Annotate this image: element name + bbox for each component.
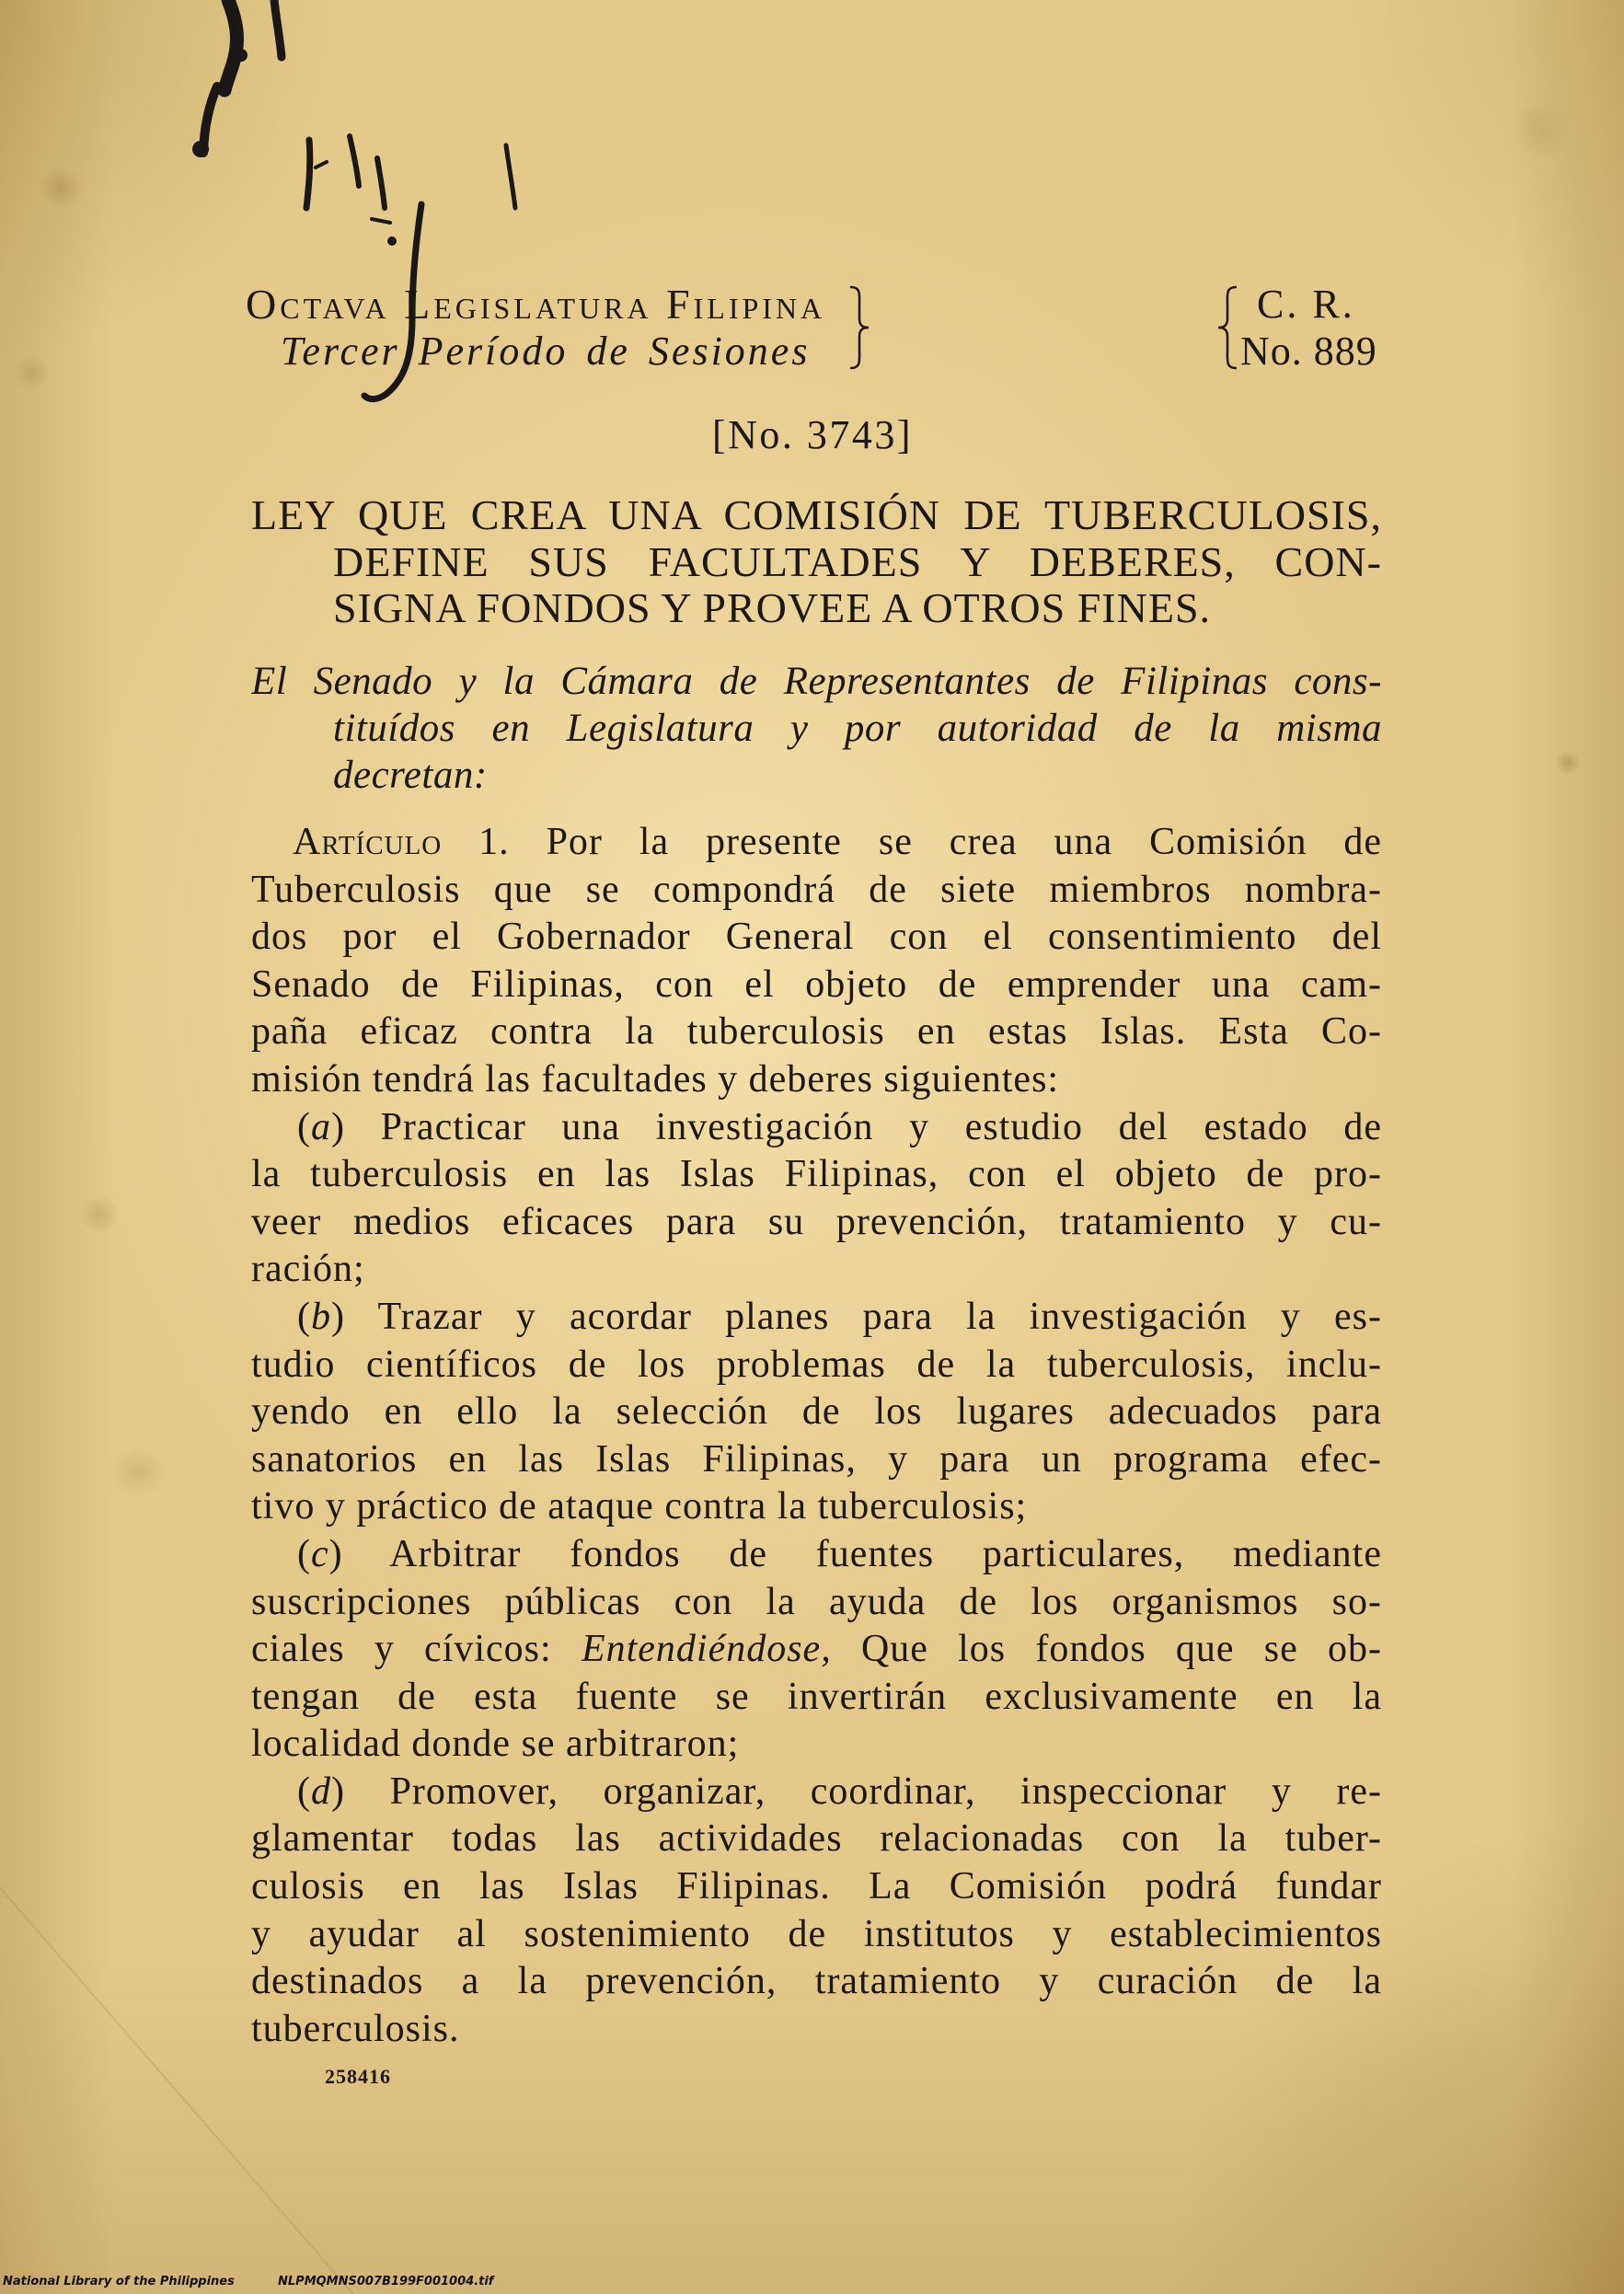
item-marker-open: ( xyxy=(297,1295,311,1338)
item-d-line: y ayudar al sostenimiento de institutos y establecimientos xyxy=(251,1912,1382,1955)
title-line: SIGNA FONDOS Y PROVEE A OTROS FINES. xyxy=(333,585,1212,631)
item-c-line xyxy=(251,1531,1382,1579)
article-line: Tuberculosis que se compondrá de siete miembros nombra- xyxy=(251,868,1382,911)
item-b-line: yendo en ello la selección de los lugares adecuados para xyxy=(251,1390,1382,1434)
title-line: LEY QUE CREA UNA COMISIÓN DE TUBERCULOSIS, xyxy=(251,492,1382,538)
item-d-line: destinados a la prevención, tratamiento y curación de la xyxy=(251,1960,1382,2003)
item-c-line: suscripciones públicas con la ayuda de los organismos so- xyxy=(251,1580,1382,1623)
item-a-line: la tuberculosis en las Islas Filipinas, con el objeto de pro- xyxy=(251,1153,1382,1196)
item-a-line: veer medios eficaces para su prevención, tratamiento y cu- xyxy=(251,1200,1382,1243)
ink-stroke xyxy=(306,140,310,208)
ink-stroke xyxy=(350,136,359,186)
item-c-line: localidad donde se arbitraron; xyxy=(251,1723,740,1766)
header-left-brace xyxy=(1216,285,1238,370)
item-d-line xyxy=(251,1769,1382,1816)
item-b-line: tudio científicos de los problemas de la tuberculosis, inclu- xyxy=(251,1343,1382,1386)
ink-stroke xyxy=(225,0,236,90)
proviso-text: Que los fondos que se ob- xyxy=(860,1628,1382,1671)
item-c-line: tengan de esta fuente se invertirán exclusivamente en la xyxy=(251,1675,1382,1718)
paper-stain xyxy=(110,1445,166,1500)
item-letter: c xyxy=(311,1532,329,1575)
article-line: paña eficaz contra la tuberculosis en estas Islas. Esta Co- xyxy=(251,1010,1382,1054)
item-text: Practicar una investigación y estudio del estado de xyxy=(380,1105,1382,1148)
handwritten-mark xyxy=(0,0,570,423)
ink-stroke xyxy=(274,0,282,57)
footer-library: National Library of the Philippines xyxy=(3,2275,235,2288)
enacting-line: decretan: xyxy=(333,754,488,797)
ink-stroke xyxy=(377,158,385,208)
paper-stain xyxy=(1509,101,1573,156)
header-right-brace xyxy=(848,285,870,370)
item-marker-open: ( xyxy=(297,1769,311,1813)
article-1 xyxy=(251,819,1382,2053)
article-line xyxy=(251,819,1382,867)
article-line: misión tendrá las facultades y deberes siguientes: xyxy=(251,1057,1060,1101)
item-b-line: tivo y práctico de ataque contra la tuberculosis; xyxy=(251,1485,1028,1528)
item-d-line: glamentar todas las actividades relacionadas con la tuber- xyxy=(251,1817,1382,1861)
ink-stroke xyxy=(506,145,515,208)
item-letter: a xyxy=(311,1105,331,1148)
bill-number: [No. 3743] xyxy=(712,412,914,457)
concurrent-resolution-number: No. 889 xyxy=(1240,329,1377,374)
ink-stroke xyxy=(316,162,327,167)
item-b-line: sanatorios en las Islas Filipinas, y para un programa efec- xyxy=(251,1437,1382,1481)
item-text: Trazar y acordar planes para la investigación y es- xyxy=(377,1295,1382,1338)
ink-stroke xyxy=(364,204,421,399)
item-marker-close: ) xyxy=(331,1769,345,1813)
enacting-line: El Senado y la Cámara de Representantes de Filipinas cons- xyxy=(251,660,1382,703)
item-marker-close: ) xyxy=(331,1105,345,1148)
proviso-lead: ciales y cívicos: xyxy=(251,1628,552,1671)
item-marker-open: ( xyxy=(297,1105,311,1148)
concurrent-resolution-label: C. R. xyxy=(1257,282,1355,327)
session-period: Tercer Período de Sesiones xyxy=(281,329,811,374)
item-text: Arbitrar fondos de fuentes particulares, mediante xyxy=(389,1532,1382,1575)
ink-blot xyxy=(387,236,397,246)
print-code: 258416 xyxy=(325,2065,391,2088)
item-letter: d xyxy=(311,1769,331,1813)
proviso-keyword: Entendiéndose, xyxy=(581,1628,832,1671)
ink-stroke xyxy=(372,219,390,223)
paper-stain xyxy=(78,1196,121,1233)
item-d-line: culosis en las Islas Filipinas. La Comisión podrá fundar xyxy=(251,1865,1382,1908)
paper-stain xyxy=(1555,750,1581,776)
ink-blot xyxy=(192,141,209,157)
item-marker-close: ) xyxy=(328,1532,343,1575)
item-letter: b xyxy=(311,1295,331,1338)
item-b-line xyxy=(251,1294,1382,1342)
article-line: Senado de Filipinas, con el objeto de emprender una cam- xyxy=(251,963,1382,1006)
item-d-line: tuberculosis. xyxy=(251,2007,460,2050)
item-marker-open: ( xyxy=(297,1532,311,1575)
enacting-line: tituídos en Legislatura y por autoridad de la misma xyxy=(333,707,1382,750)
article-line: dos por el Gobernador General con el consentimiento del xyxy=(251,916,1382,959)
item-text: Promover, organizar, coordinar, inspeccionar y re- xyxy=(389,1769,1382,1813)
legislature-name: Octava Legislatura Filipina xyxy=(246,281,826,328)
item-marker-close: ) xyxy=(331,1295,345,1338)
footer-filename: NLPMQMNS007B199F001004.tif xyxy=(278,2275,494,2288)
title-line: DEFINE SUS FACULTADES Y DEBERES, CON- xyxy=(333,538,1382,585)
article-label: Artículo 1. xyxy=(293,821,510,863)
law-title xyxy=(251,492,1382,632)
item-c-line xyxy=(251,1626,1382,1674)
item-a-line xyxy=(251,1104,1382,1152)
item-a-line: ración; xyxy=(251,1248,365,1291)
ink-blot xyxy=(235,49,248,62)
enacting-clause xyxy=(251,658,1382,799)
article-text: Por la presente se crea una Comisión de xyxy=(546,821,1382,863)
